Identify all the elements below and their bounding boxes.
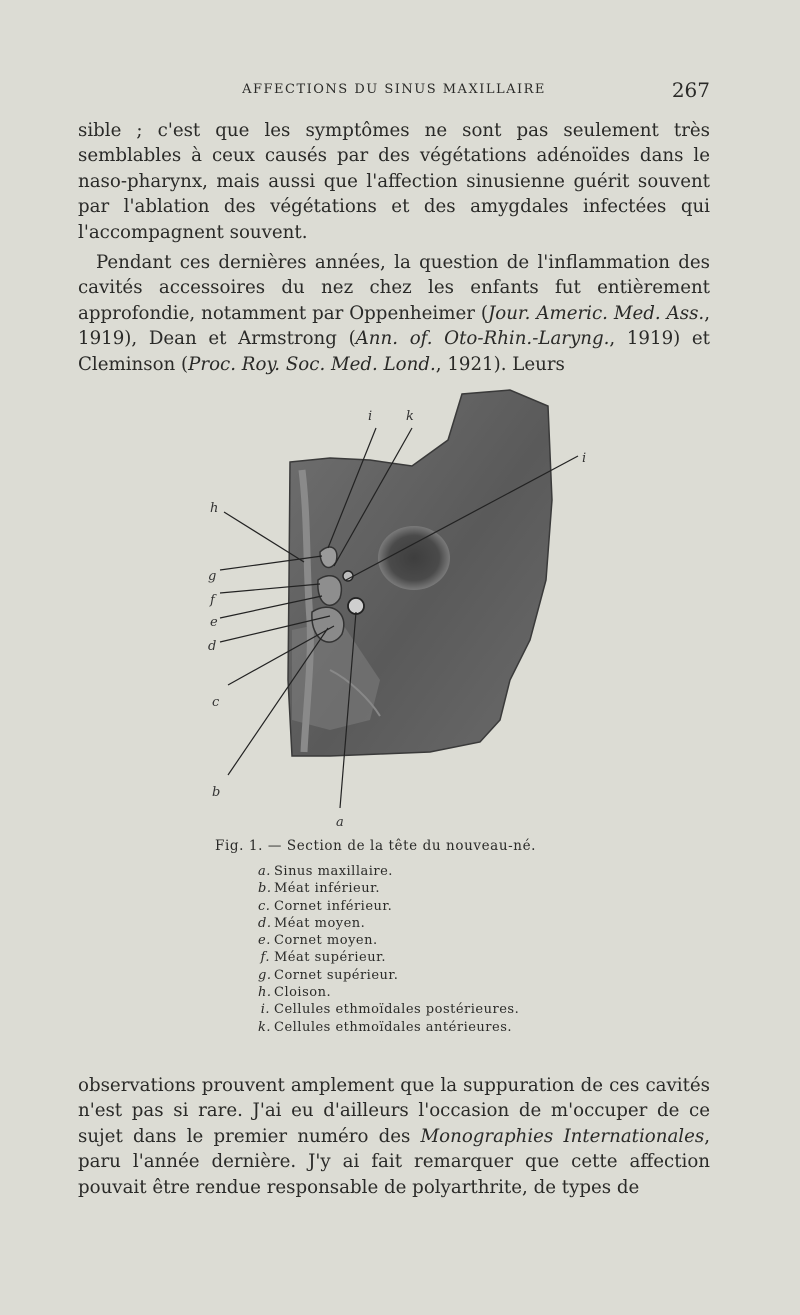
p2-citation-2: Ann. of. Oto-Rhin.-Laryng. — [355, 328, 610, 350]
label-a: a — [336, 815, 344, 830]
legend-item: h. Cloison. — [258, 985, 332, 1001]
p3-text-1: observations prouvent amplement que la suppuration de ces cavités n'est pas si rare. J'ai eu d'ailleurs l'occasion de m'occuper de ce sujet dans le premier numéro des — [78, 1075, 710, 1147]
label-i-right: i — [582, 451, 587, 466]
legend-item: c. Cornet inférieur. — [258, 898, 393, 914]
label-c: c — [212, 695, 220, 710]
p2-citation-3: Proc. Roy. Soc. Med. Lond. — [188, 353, 436, 375]
legend-item: g. Cornet supérieur. — [258, 967, 399, 983]
legend-item: d. Méat moyen. — [258, 915, 366, 931]
running-title: AFFECTIONS DU SINUS MAXILLAIRE — [242, 82, 546, 97]
p2-text-4: , 1921). Leurs — [435, 353, 565, 375]
paragraph-1: sible ; c'est que les symptômes ne sont pas seulement très semblables à ceux causés par des végétations adénoïdes dans le naso-pharynx, mais aussi que l'affection sinusienne guérit souvent par l'ablation des végétations et des amygdales infectées qui l'accompagnent souvent. — [78, 120, 710, 243]
turbinate-middle — [318, 576, 342, 606]
paragraph-3 — [78, 1073, 710, 1200]
legend-item: k. Cellules ethmoïdales antérieures. — [258, 1019, 513, 1035]
legend-item: f. Méat supérieur. — [260, 950, 387, 966]
p2-text-2: , 1919), Dean et Armstrong ( — [78, 302, 710, 350]
paragraph-2 — [78, 250, 710, 377]
p2-text-1: Pendant ces dernières années, la question de l'inflammation des cavités accessoires du nez chez les enfants fut entièrement approfondie, notamment par Oppenheimer ( — [78, 252, 710, 324]
label-g: g — [208, 569, 217, 584]
legend-item: a. Sinus maxillaire. — [258, 864, 393, 879]
maxillary-sinus-opening — [348, 598, 364, 614]
p2-citation-1: Jour. Americ. Med. Ass. — [487, 302, 705, 324]
label-h: h — [210, 501, 219, 516]
running-head — [78, 78, 710, 102]
orbit-dark-cavity — [378, 526, 450, 590]
label-b: b — [212, 785, 221, 800]
page-number: 267 — [671, 78, 710, 102]
p2-text-3: , 1919) et Cleminson ( — [78, 328, 710, 375]
legend-item: b. Méat inférieur. — [258, 881, 381, 897]
p3-text-2: , paru l'année dernière. J'y ai fait remarquer que cette affection pouvait être rendue responsable de polyarthrite, de types de — [78, 1125, 711, 1198]
label-e: e — [210, 615, 218, 630]
label-i-top: i — [368, 409, 373, 424]
figure-legend — [258, 863, 519, 1036]
label-d: d — [208, 639, 217, 654]
label-f: f — [210, 593, 215, 608]
legend-item: e. Cornet moyen. — [258, 933, 378, 949]
legend-item: i. Cellules ethmoïdales postérieures. — [260, 1002, 520, 1018]
figure-caption: Fig. 1. — Section de la tête du nouveau-né. — [215, 838, 537, 854]
label-k: k — [406, 409, 414, 424]
p3-citation-1: Monographies Internationales — [420, 1125, 705, 1147]
figure-1-specimen — [180, 380, 620, 830]
